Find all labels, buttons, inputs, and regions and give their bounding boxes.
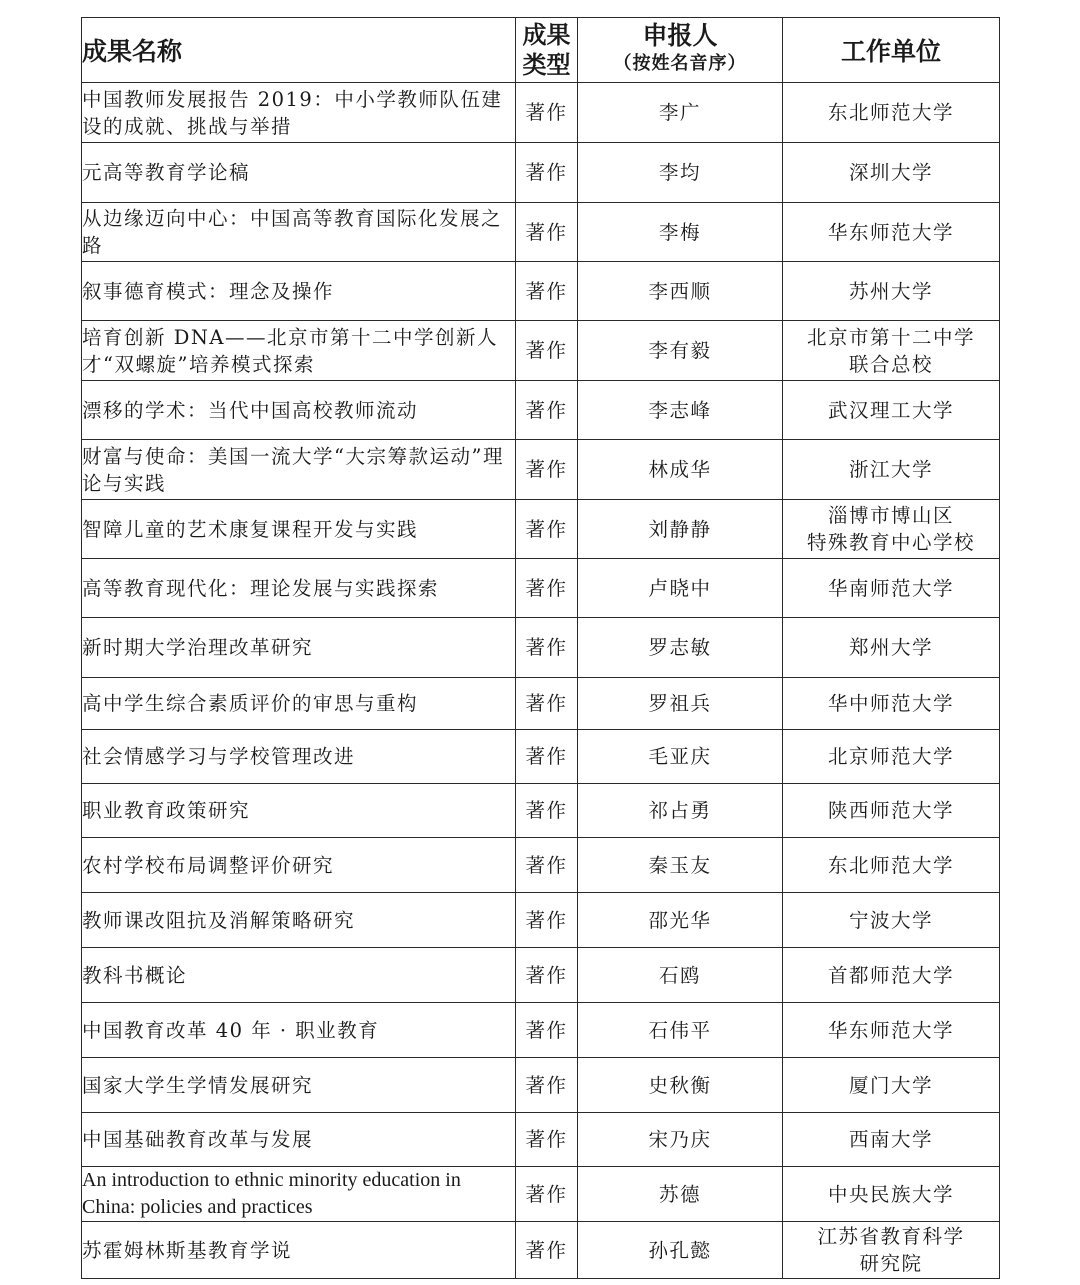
cell-applicant: 李西顺	[578, 262, 783, 321]
cell-achievement-type: 著作	[516, 262, 578, 321]
cell-work-unit	[783, 1167, 1000, 1222]
work-unit-line: 北京市第十二中学	[806, 325, 975, 349]
cell-achievement-name: 高等教育现代化：理论发展与实践探索	[82, 559, 516, 618]
cell-achievement-type: 著作	[516, 559, 578, 618]
cell-achievement-name: 苏霍姆林斯基教育学说	[82, 1222, 516, 1279]
table-row	[82, 83, 1000, 143]
cell-applicant: 林成华	[578, 440, 783, 500]
table-row	[82, 838, 1000, 893]
cell-applicant: 石鸥	[578, 948, 783, 1003]
cell-achievement-name: 社会情感学习与学校管理改进	[82, 730, 516, 784]
cell-achievement-type: 著作	[516, 948, 578, 1003]
cell-achievement-name: 教科书概论	[82, 948, 516, 1003]
work-unit-line: 特殊教育中心学校	[806, 531, 975, 554]
cell-applicant: 李广	[578, 83, 783, 143]
work-unit-line: 武汉理工大学	[827, 398, 954, 422]
cell-applicant: 李梅	[578, 203, 783, 262]
cell-applicant: 李均	[578, 143, 783, 203]
cell-achievement-name: 高中学生综合素质评价的审思与重构	[82, 678, 516, 730]
work-unit-line: 华东师范大学	[827, 220, 954, 244]
cell-work-unit	[783, 1058, 1000, 1113]
work-unit-line: 中央民族大学	[827, 1182, 954, 1206]
cell-applicant: 秦玉友	[578, 838, 783, 893]
work-unit-line: 华中师范大学	[827, 692, 954, 715]
cell-work-unit	[783, 784, 1000, 838]
cell-applicant: 孙孔懿	[578, 1222, 783, 1279]
table-row	[82, 1167, 1000, 1222]
cell-work-unit	[783, 143, 1000, 203]
cell-achievement-type: 著作	[516, 321, 578, 381]
cell-achievement-type: 著作	[516, 1222, 578, 1279]
work-unit-line: 东北师范大学	[827, 101, 954, 124]
cell-achievement-name: 中国教师发展报告 2019：中小学教师队伍建设的成就、挑战与举措	[82, 83, 516, 143]
work-unit-line: 郑州大学	[848, 636, 933, 659]
cell-achievement-name: 新时期大学治理改革研究	[82, 618, 516, 678]
cell-applicant: 罗志敏	[578, 618, 783, 678]
work-unit-line: 浙江大学	[848, 458, 933, 481]
cell-achievement-name: 教师课改阻抗及消解策略研究	[82, 893, 516, 948]
header-achievement-name: 成果名称	[82, 18, 516, 83]
work-unit-line: 研究院	[859, 1252, 923, 1275]
cell-achievement-name: 漂移的学术：当代中国高校教师流动	[82, 381, 516, 440]
cell-applicant: 卢晓中	[578, 559, 783, 618]
cell-work-unit	[783, 83, 1000, 143]
cell-applicant: 宋乃庆	[578, 1113, 783, 1167]
cell-work-unit	[783, 948, 1000, 1003]
table-row	[82, 678, 1000, 730]
cell-work-unit	[783, 618, 1000, 678]
header-type-line2: 类型	[522, 51, 571, 79]
cell-applicant: 李志峰	[578, 381, 783, 440]
work-unit-line: 北京师范大学	[827, 745, 954, 768]
header-achievement-type	[516, 18, 578, 83]
cell-applicant: 李有毅	[578, 321, 783, 381]
table-row	[82, 500, 1000, 559]
cell-applicant: 祁占勇	[578, 784, 783, 838]
cell-work-unit	[783, 838, 1000, 893]
cell-work-unit	[783, 1222, 1000, 1279]
cell-achievement-type: 著作	[516, 730, 578, 784]
work-unit-line: 首都师范大学	[827, 963, 954, 987]
cell-achievement-name: 中国教育改革 40 年 · 职业教育	[82, 1003, 516, 1058]
cell-achievement-name: 财富与使命：美国一流大学“大宗筹款运动”理论与实践	[82, 440, 516, 500]
cell-achievement-type: 著作	[516, 440, 578, 500]
cell-applicant: 邵光华	[578, 893, 783, 948]
cell-achievement-name: 从边缘迈向中心：中国高等教育国际化发展之路	[82, 203, 516, 262]
cell-achievement-type: 著作	[516, 893, 578, 948]
header-applicant-note: （按姓名音序）	[613, 53, 747, 74]
work-unit-line: 深圳大学	[848, 161, 933, 184]
work-unit-line: 西南大学	[848, 1128, 933, 1151]
table-row	[82, 948, 1000, 1003]
cell-applicant: 毛亚庆	[578, 730, 783, 784]
cell-applicant: 石伟平	[578, 1003, 783, 1058]
cell-achievement-type: 著作	[516, 500, 578, 559]
cell-work-unit	[783, 1003, 1000, 1058]
cell-achievement-type: 著作	[516, 618, 578, 678]
cell-achievement-name: 国家大学生学情发展研究	[82, 1058, 516, 1113]
cell-achievement-name: 培育创新 DNA——北京市第十二中学创新人才“双螺旋”培养模式探索	[82, 321, 516, 381]
work-unit-line: 淄博市博山区	[827, 504, 954, 527]
cell-work-unit	[783, 262, 1000, 321]
table-body	[82, 83, 1000, 1279]
cell-achievement-name: An introduction to ethnic minority education in China: policies and practices	[82, 1167, 516, 1222]
work-unit-line: 华东师范大学	[827, 1018, 954, 1042]
cell-achievement-type: 著作	[516, 203, 578, 262]
awards-table	[81, 17, 1000, 1279]
cell-work-unit	[783, 1113, 1000, 1167]
cell-achievement-type: 著作	[516, 1113, 578, 1167]
table-row	[82, 381, 1000, 440]
cell-achievement-name: 智障儿童的艺术康复课程开发与实践	[82, 500, 516, 559]
cell-work-unit	[783, 559, 1000, 618]
table-row	[82, 784, 1000, 838]
table-row	[82, 1113, 1000, 1167]
cell-work-unit	[783, 730, 1000, 784]
cell-work-unit	[783, 203, 1000, 262]
cell-achievement-type: 著作	[516, 143, 578, 203]
cell-applicant: 苏德	[578, 1167, 783, 1222]
cell-applicant: 史秋衡	[578, 1058, 783, 1113]
cell-work-unit	[783, 440, 1000, 500]
cell-achievement-type: 著作	[516, 678, 578, 730]
work-unit-line: 联合总校	[848, 352, 933, 376]
work-unit-line: 苏州大学	[848, 279, 933, 303]
cell-work-unit	[783, 893, 1000, 948]
header-row	[82, 18, 1000, 83]
work-unit-line: 江苏省教育科学	[817, 1225, 965, 1248]
table-row	[82, 559, 1000, 618]
work-unit-line: 陕西师范大学	[827, 799, 954, 822]
cell-achievement-type: 著作	[516, 1058, 578, 1113]
cell-achievement-type: 著作	[516, 838, 578, 893]
work-unit-line: 厦门大学	[848, 1073, 933, 1097]
work-unit-line: 东北师范大学	[827, 853, 954, 877]
cell-achievement-type: 著作	[516, 1167, 578, 1222]
table-row	[82, 730, 1000, 784]
cell-achievement-name: 农村学校布局调整评价研究	[82, 838, 516, 893]
cell-achievement-name: 叙事德育模式：理念及操作	[82, 262, 516, 321]
table-row	[82, 1003, 1000, 1058]
cell-achievement-type: 著作	[516, 784, 578, 838]
cell-achievement-type: 著作	[516, 83, 578, 143]
cell-work-unit	[783, 500, 1000, 559]
cell-achievement-name: 中国基础教育改革与发展	[82, 1113, 516, 1167]
table-row	[82, 1222, 1000, 1279]
table-row	[82, 1058, 1000, 1113]
work-unit-line: 宁波大学	[848, 908, 933, 932]
cell-work-unit	[783, 678, 1000, 730]
cell-achievement-name: 职业教育政策研究	[82, 784, 516, 838]
table-row	[82, 321, 1000, 381]
header-type-line1: 成果	[522, 21, 571, 49]
cell-work-unit	[783, 381, 1000, 440]
table-row	[82, 262, 1000, 321]
cell-applicant: 刘静静	[578, 500, 783, 559]
cell-achievement-name: 元高等教育学论稿	[82, 143, 516, 203]
table-row	[82, 203, 1000, 262]
header-applicant-label: 申报人	[642, 21, 718, 50]
table-row	[82, 440, 1000, 500]
header-work-unit: 工作单位	[783, 18, 1000, 83]
work-unit-line: 华南师范大学	[827, 576, 954, 600]
cell-applicant: 罗祖兵	[578, 678, 783, 730]
cell-achievement-type: 著作	[516, 1003, 578, 1058]
table-row	[82, 143, 1000, 203]
cell-work-unit	[783, 321, 1000, 381]
table-row	[82, 618, 1000, 678]
header-applicant	[578, 18, 783, 83]
cell-achievement-type: 著作	[516, 381, 578, 440]
table-row	[82, 893, 1000, 948]
